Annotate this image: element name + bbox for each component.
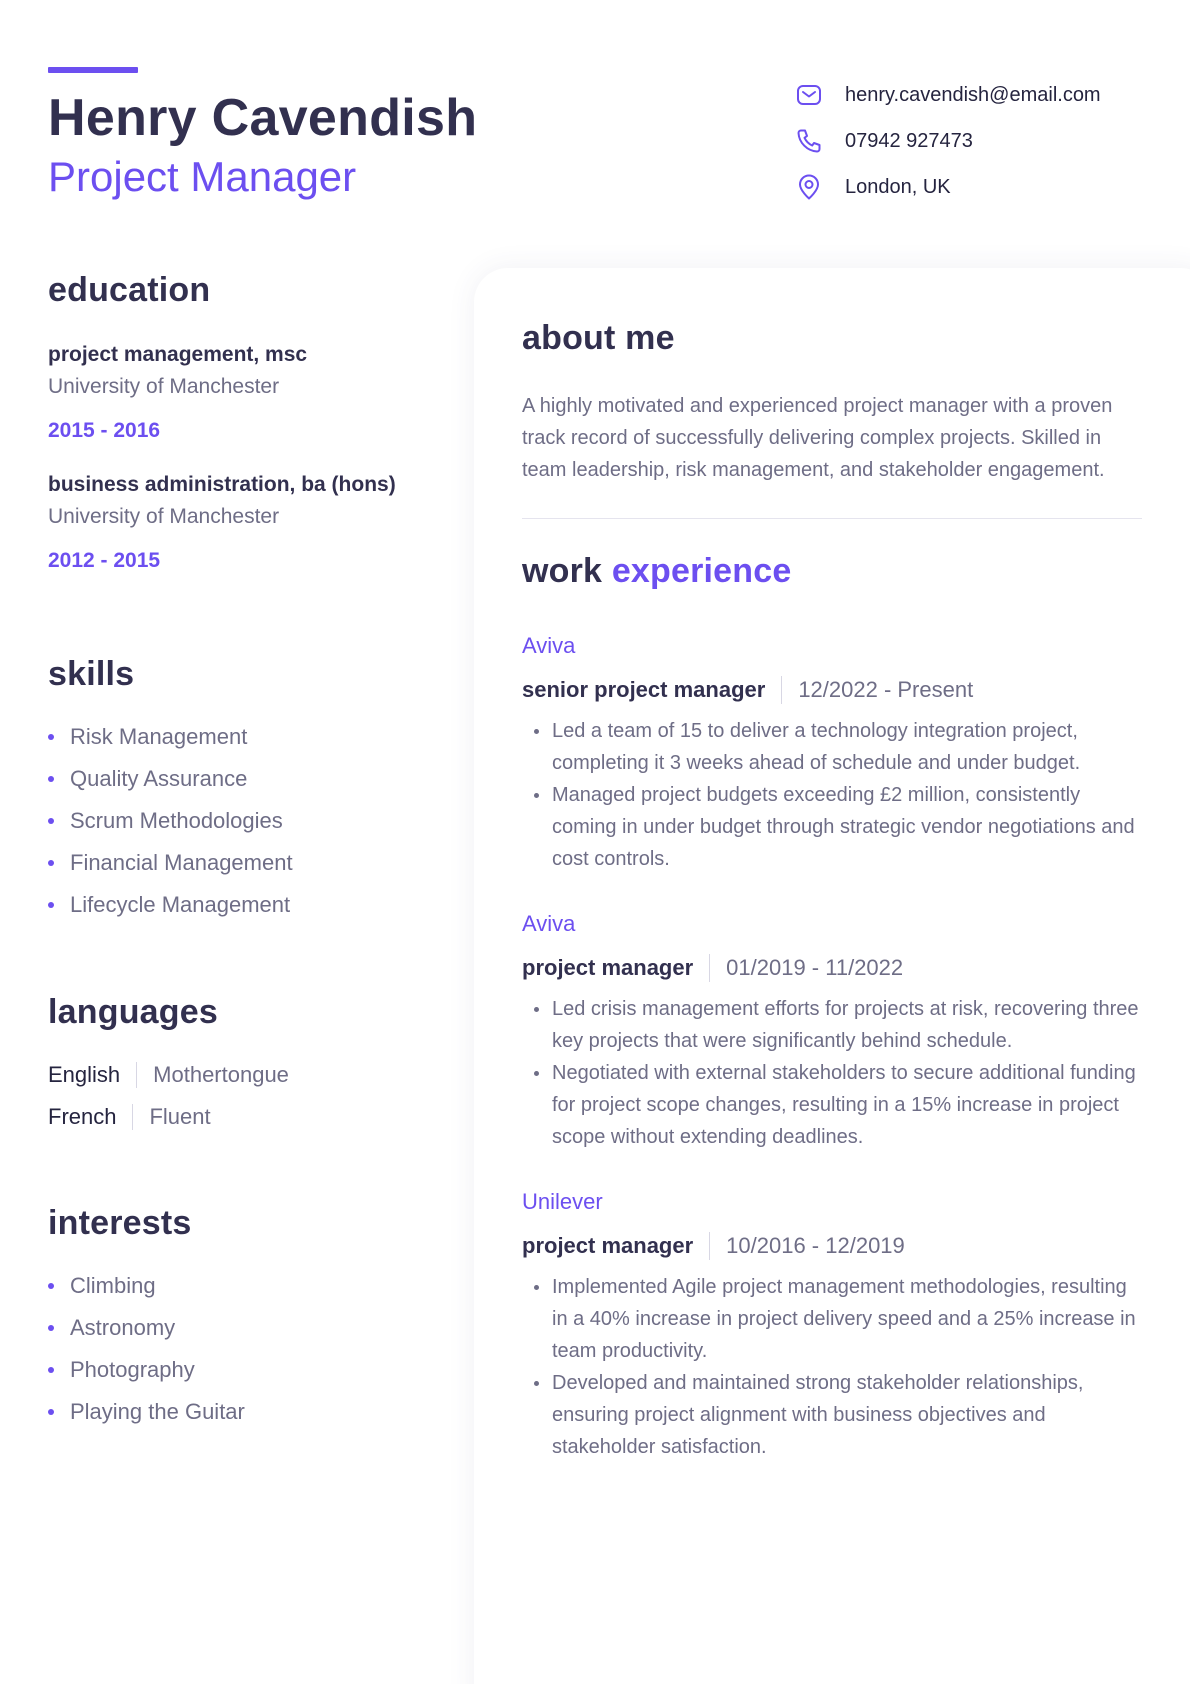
job-dates: 10/2016 - 12/2019 <box>726 1233 905 1258</box>
interest-item: Photography <box>48 1355 448 1385</box>
company-name: Aviva <box>522 911 576 936</box>
interest-item: Astronomy <box>48 1313 448 1343</box>
education-degree: business administration, ba (hons) <box>48 473 396 496</box>
education-title: education <box>48 271 211 309</box>
bullet-dot <box>534 729 539 734</box>
divider <box>709 1232 710 1260</box>
job-entry <box>522 1187 1142 1463</box>
skill-item: Quality Assurance <box>48 764 448 794</box>
divider <box>136 1062 137 1088</box>
job-dates: 12/2022 - Present <box>798 677 974 702</box>
location-pin-icon <box>795 173 823 201</box>
language-item <box>48 1102 448 1132</box>
interests-section <box>48 1201 448 1439</box>
company-name: Unilever <box>522 1189 603 1214</box>
job-entry <box>522 909 1142 1153</box>
bullet-dot <box>534 1285 539 1290</box>
skills-title: skills <box>48 655 135 693</box>
bullet-dot <box>534 1071 539 1076</box>
education-section <box>48 268 448 576</box>
contact-location <box>795 164 1175 210</box>
bullet-dot <box>48 902 54 908</box>
work-title-main: work <box>522 552 603 590</box>
job-role: project manager <box>522 1233 694 1258</box>
language-level: Fluent <box>149 1104 211 1129</box>
candidate-name: Henry Cavendish <box>48 89 478 147</box>
bullet-dot <box>48 1409 54 1415</box>
about-text: A highly motivated and experienced project manager with a proven track record of successfully delivering complex projects. Skilled in team leadership, risk management, and stakeholder engagement. <box>522 395 1113 481</box>
bullet-dot <box>48 776 54 782</box>
skill-item: Scrum Methodologies <box>48 806 448 836</box>
language-name: English <box>48 1062 121 1087</box>
education-item <box>48 470 448 576</box>
divider <box>781 676 782 704</box>
mail-icon <box>795 81 823 109</box>
duty-item: Managed project budgets exceeding £2 million, consistently coming in under budget through strategic vendor negotiations and cost controls. <box>522 779 1142 875</box>
bullet-dot <box>48 1367 54 1373</box>
location-text: London, UK <box>845 175 951 198</box>
job-role: project manager <box>522 955 694 980</box>
job-duties <box>522 993 1142 1153</box>
divider <box>132 1104 133 1130</box>
education-school: University of Manchester <box>48 505 280 528</box>
language-level: Mothertongue <box>153 1062 289 1087</box>
bullet-dot <box>534 1007 539 1012</box>
divider <box>709 954 710 982</box>
languages-section <box>48 990 448 1144</box>
phone-text: 07942 927473 <box>845 129 973 152</box>
education-years: 2012 - 2015 <box>48 549 161 572</box>
language-name: French <box>48 1104 117 1129</box>
duty-item: Led crisis management efforts for projects at risk, recovering three key projects that were significantly behind schedule. <box>522 993 1142 1057</box>
contact-phone[interactable] <box>795 118 1175 164</box>
contact-info <box>795 72 1175 210</box>
phone-icon <box>795 127 823 155</box>
bullet-dot <box>48 1325 54 1331</box>
header-accent-bar <box>48 67 138 73</box>
email-text: henry.cavendish@email.com <box>845 83 1101 106</box>
work-experience-title <box>522 549 1142 593</box>
job-duties <box>522 1271 1142 1463</box>
education-item <box>48 340 448 446</box>
candidate-title: Project Manager <box>48 153 357 200</box>
job-duties <box>522 715 1142 875</box>
skill-item: Financial Management <box>48 848 448 878</box>
role-line <box>522 675 1142 705</box>
duty-item: Implemented Agile project management methodologies, resulting in a 40% increase in project delivery speed and a 25% increase in team productivity. <box>522 1271 1142 1367</box>
job-entry <box>522 631 1142 875</box>
bullet-dot <box>48 818 54 824</box>
education-years: 2015 - 2016 <box>48 419 161 442</box>
languages-list <box>48 1060 448 1132</box>
skills-list <box>48 722 448 920</box>
work-title-accent: experience <box>611 552 792 590</box>
main-content <box>522 316 1142 1463</box>
language-item <box>48 1060 448 1090</box>
interests-list <box>48 1271 448 1427</box>
role-line <box>522 953 1142 983</box>
about-title: about me <box>522 319 675 357</box>
contact-email[interactable] <box>795 72 1175 118</box>
duty-item: Developed and maintained strong stakeholder relationships, ensuring project alignment with business objectives and stakeholder satisfaction. <box>522 1367 1142 1463</box>
duty-item: Negotiated with external stakeholders to secure additional funding for project scope changes, resulting in a 15% increase in project scope without extending deadlines. <box>522 1057 1142 1153</box>
bullet-dot <box>48 1283 54 1289</box>
languages-title: languages <box>48 993 218 1031</box>
education-degree: project management, msc <box>48 343 308 366</box>
interest-item: Climbing <box>48 1271 448 1301</box>
section-divider <box>522 518 1142 519</box>
skill-item: Lifecycle Management <box>48 890 448 920</box>
duty-item: Led a team of 15 to deliver a technology integration project, completing it 3 weeks ahead of schedule and under budget. <box>522 715 1142 779</box>
skills-section <box>48 652 448 932</box>
bullet-dot <box>534 1381 539 1386</box>
interests-title: interests <box>48 1204 192 1242</box>
company-name: Aviva <box>522 633 576 658</box>
job-role: senior project manager <box>522 677 766 702</box>
interest-item: Playing the Guitar <box>48 1397 448 1427</box>
skill-item: Risk Management <box>48 722 448 752</box>
bullet-dot <box>48 860 54 866</box>
education-school: University of Manchester <box>48 375 280 398</box>
role-line <box>522 1231 1142 1261</box>
job-dates: 01/2019 - 11/2022 <box>726 955 904 980</box>
bullet-dot <box>48 734 54 740</box>
bullet-dot <box>534 793 539 798</box>
